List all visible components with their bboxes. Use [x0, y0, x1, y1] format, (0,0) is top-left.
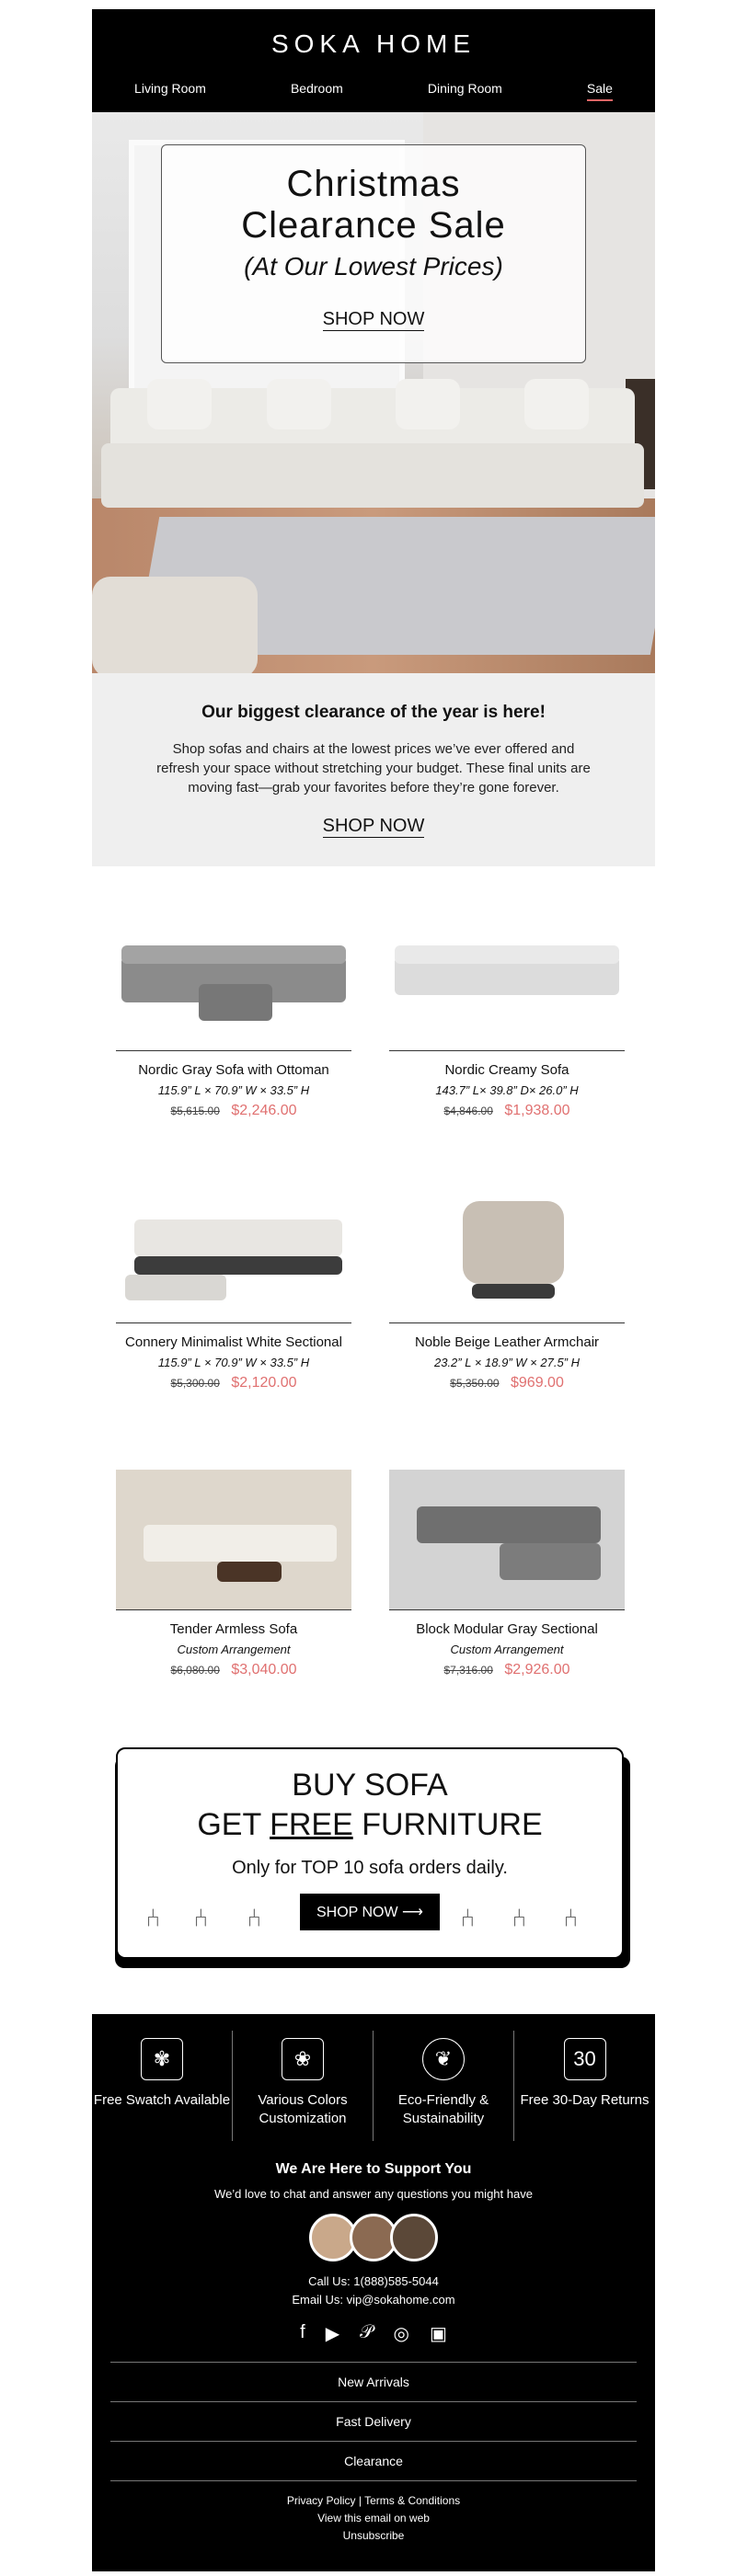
- promo-banner: [116, 1747, 624, 1959]
- product-price: [116, 1662, 351, 1678]
- link-clearance[interactable]: Clearance: [110, 2441, 637, 2480]
- legal-links: Privacy Policy | Terms & Conditions View this email on web Unsubscribe: [110, 2480, 637, 2545]
- promo-line3: Only for TOP 10 sofa orders daily.: [232, 1858, 508, 1878]
- price-sale: $2,120.00: [231, 1375, 297, 1391]
- product-card[interactable]: [116, 910, 351, 1119]
- product-price: [389, 1103, 625, 1119]
- product-card[interactable]: [116, 1183, 351, 1391]
- footer-links: [110, 2362, 637, 2545]
- product-name[interactable]: Block Modular Gray Sectional: [416, 1621, 598, 1637]
- support-avatars: [92, 2214, 655, 2261]
- social-links: [92, 2322, 655, 2345]
- promo-line1: BUY SOFA: [292, 1768, 448, 1803]
- product-dims: Custom Arrangement: [450, 1643, 564, 1656]
- email-link[interactable]: Email Us: vip@sokahome.com: [292, 2293, 455, 2307]
- intro-section: [92, 673, 655, 866]
- product-name[interactable]: Nordic Creamy Sofa: [444, 1062, 569, 1078]
- product-image[interactable]: [389, 1470, 625, 1609]
- feature-free-swatch: ✾ Free Swatch Available: [92, 2031, 233, 2141]
- contact-info: [92, 2273, 655, 2309]
- product-image[interactable]: [116, 910, 351, 1050]
- avatar: [390, 2214, 438, 2261]
- divider: [116, 1322, 351, 1323]
- chair-icon: ⑃: [193, 1904, 209, 1932]
- price-sale: $2,246.00: [231, 1103, 297, 1118]
- product-price: [389, 1662, 625, 1678]
- promo-shop-now-button[interactable]: SHOP NOW ⟶: [300, 1894, 440, 1930]
- product-dims: 143.7” L× 39.8” D× 26.0” H: [435, 1083, 579, 1097]
- nav-sale[interactable]: Sale: [587, 81, 613, 101]
- product-card[interactable]: [116, 1470, 351, 1678]
- feature-eco: ❦ Eco-Friendly & Sustainability: [374, 2031, 514, 2141]
- hero-title-line1: Christmas: [286, 164, 461, 204]
- intro-shop-now-link[interactable]: SHOP NOW: [322, 816, 425, 836]
- promo-line2: GET FREE FURNITURE: [197, 1807, 543, 1842]
- nav-bedroom[interactable]: Bedroom: [290, 81, 343, 96]
- product-image[interactable]: [116, 1470, 351, 1609]
- product-name[interactable]: Tender Armless Sofa: [169, 1621, 298, 1637]
- blog-icon[interactable]: ▣: [429, 2324, 447, 2344]
- product-price: [116, 1375, 351, 1391]
- product-dims: 23.2” L × 18.9” W × 27.5” H: [433, 1356, 580, 1369]
- divider: [389, 1322, 625, 1323]
- phone-link[interactable]: Call Us: 1(888)585-5044: [308, 2274, 439, 2288]
- link-new-arrivals[interactable]: New Arrivals: [110, 2362, 637, 2401]
- product-image[interactable]: [116, 1183, 351, 1322]
- product-price: [116, 1103, 351, 1119]
- main-nav: [92, 81, 655, 101]
- facebook-icon[interactable]: f: [300, 2322, 305, 2342]
- hero-pillow: [267, 379, 331, 429]
- price-sale: $969.00: [511, 1375, 564, 1391]
- hero-sofa-seat: [101, 443, 644, 508]
- support-text: We’d love to chat and answer any questions you might have: [214, 2187, 533, 2201]
- leaf-icon: ❦: [422, 2038, 465, 2080]
- hero-pillow: [524, 379, 589, 429]
- price-sale: $3,040.00: [231, 1662, 297, 1677]
- product-dims: Custom Arrangement: [177, 1643, 291, 1656]
- privacy-policy-link[interactable]: Privacy Policy: [286, 2494, 356, 2507]
- nav-dining-room[interactable]: Dining Room: [427, 81, 502, 96]
- product-name[interactable]: Nordic Gray Sofa with Ottoman: [138, 1062, 329, 1078]
- calendar-30-icon: 30: [564, 2038, 606, 2080]
- chair-icon: ⑃: [512, 1904, 527, 1932]
- chair-icon: ⑃: [460, 1904, 476, 1932]
- product-card[interactable]: [389, 1470, 625, 1678]
- hero-subtitle: (At Our Lowest Prices): [244, 252, 503, 280]
- support-section: [92, 2161, 655, 2345]
- price-original: $5,350.00: [450, 1377, 500, 1390]
- hero-banner[interactable]: [92, 112, 655, 673]
- unsubscribe-link[interactable]: Unsubscribe: [342, 2529, 405, 2542]
- youtube-icon[interactable]: ▶: [325, 2324, 340, 2344]
- intro-body: Shop sofas and chairs at the lowest prices we’ve ever offered and refresh your space without stretching your budget. These final units are moving fast—grab your favorites before they’re gone forever.: [156, 741, 591, 796]
- chair-icon: ⑃: [145, 1904, 161, 1932]
- product-price: [389, 1375, 625, 1391]
- divider: [116, 1609, 351, 1610]
- feature-row: [92, 2031, 655, 2141]
- view-on-web-link[interactable]: View this email on web: [317, 2512, 430, 2524]
- colors-icon: ❀: [282, 2038, 324, 2080]
- hero-shop-now-link[interactable]: SHOP NOW: [322, 309, 425, 329]
- divider: [116, 1050, 351, 1051]
- price-sale: $2,926.00: [504, 1662, 570, 1677]
- price-original: $7,316.00: [443, 1664, 493, 1677]
- hero-title-line2: Clearance Sale: [241, 205, 506, 246]
- instagram-icon[interactable]: ◎: [393, 2324, 409, 2344]
- product-name[interactable]: Connery Minimalist White Sectional: [125, 1334, 342, 1350]
- product-card[interactable]: [389, 910, 625, 1119]
- hero-ottoman: [92, 577, 258, 673]
- swatch-icon: ✾: [141, 2038, 183, 2080]
- brand-logo[interactable]: SOKA HOME: [270, 29, 477, 58]
- nav-living-room[interactable]: Living Room: [134, 81, 206, 96]
- link-fast-delivery[interactable]: Fast Delivery: [110, 2401, 637, 2441]
- chair-icon: ⑃: [247, 1904, 262, 1932]
- product-name[interactable]: Noble Beige Leather Armchair: [414, 1334, 600, 1350]
- support-heading: We Are Here to Support You: [275, 2161, 472, 2177]
- feature-returns: 30 Free 30-Day Returns: [514, 2031, 655, 2141]
- price-sale: $1,938.00: [504, 1103, 570, 1118]
- terms-link[interactable]: Terms & Conditions: [364, 2494, 461, 2507]
- hero-panel: [161, 144, 586, 363]
- price-original: $5,615.00: [170, 1105, 220, 1117]
- product-image[interactable]: [389, 1183, 625, 1322]
- intro-heading: Our biggest clearance of the year is here!: [201, 703, 546, 722]
- price-original: $5,300.00: [170, 1377, 220, 1390]
- product-card[interactable]: [389, 1183, 625, 1391]
- product-dims: 115.9” L × 70.9” W × 33.5” H: [157, 1356, 310, 1369]
- product-image[interactable]: [389, 910, 625, 1050]
- chair-icon: ⑃: [563, 1904, 579, 1932]
- hero-pillow: [396, 379, 460, 429]
- divider: [389, 1050, 625, 1051]
- hero-pillow: [147, 379, 212, 429]
- feature-colors: ❀ Various Colors Customization: [233, 2031, 374, 2141]
- divider: [389, 1609, 625, 1610]
- product-dims: 115.9” L × 70.9” W × 33.5” H: [157, 1083, 310, 1097]
- pinterest-icon[interactable]: 𝒫: [360, 2322, 374, 2342]
- footer: [92, 2014, 655, 2571]
- price-original: $4,846.00: [443, 1105, 493, 1117]
- price-original: $6,080.00: [170, 1664, 220, 1677]
- email-header: [92, 9, 655, 112]
